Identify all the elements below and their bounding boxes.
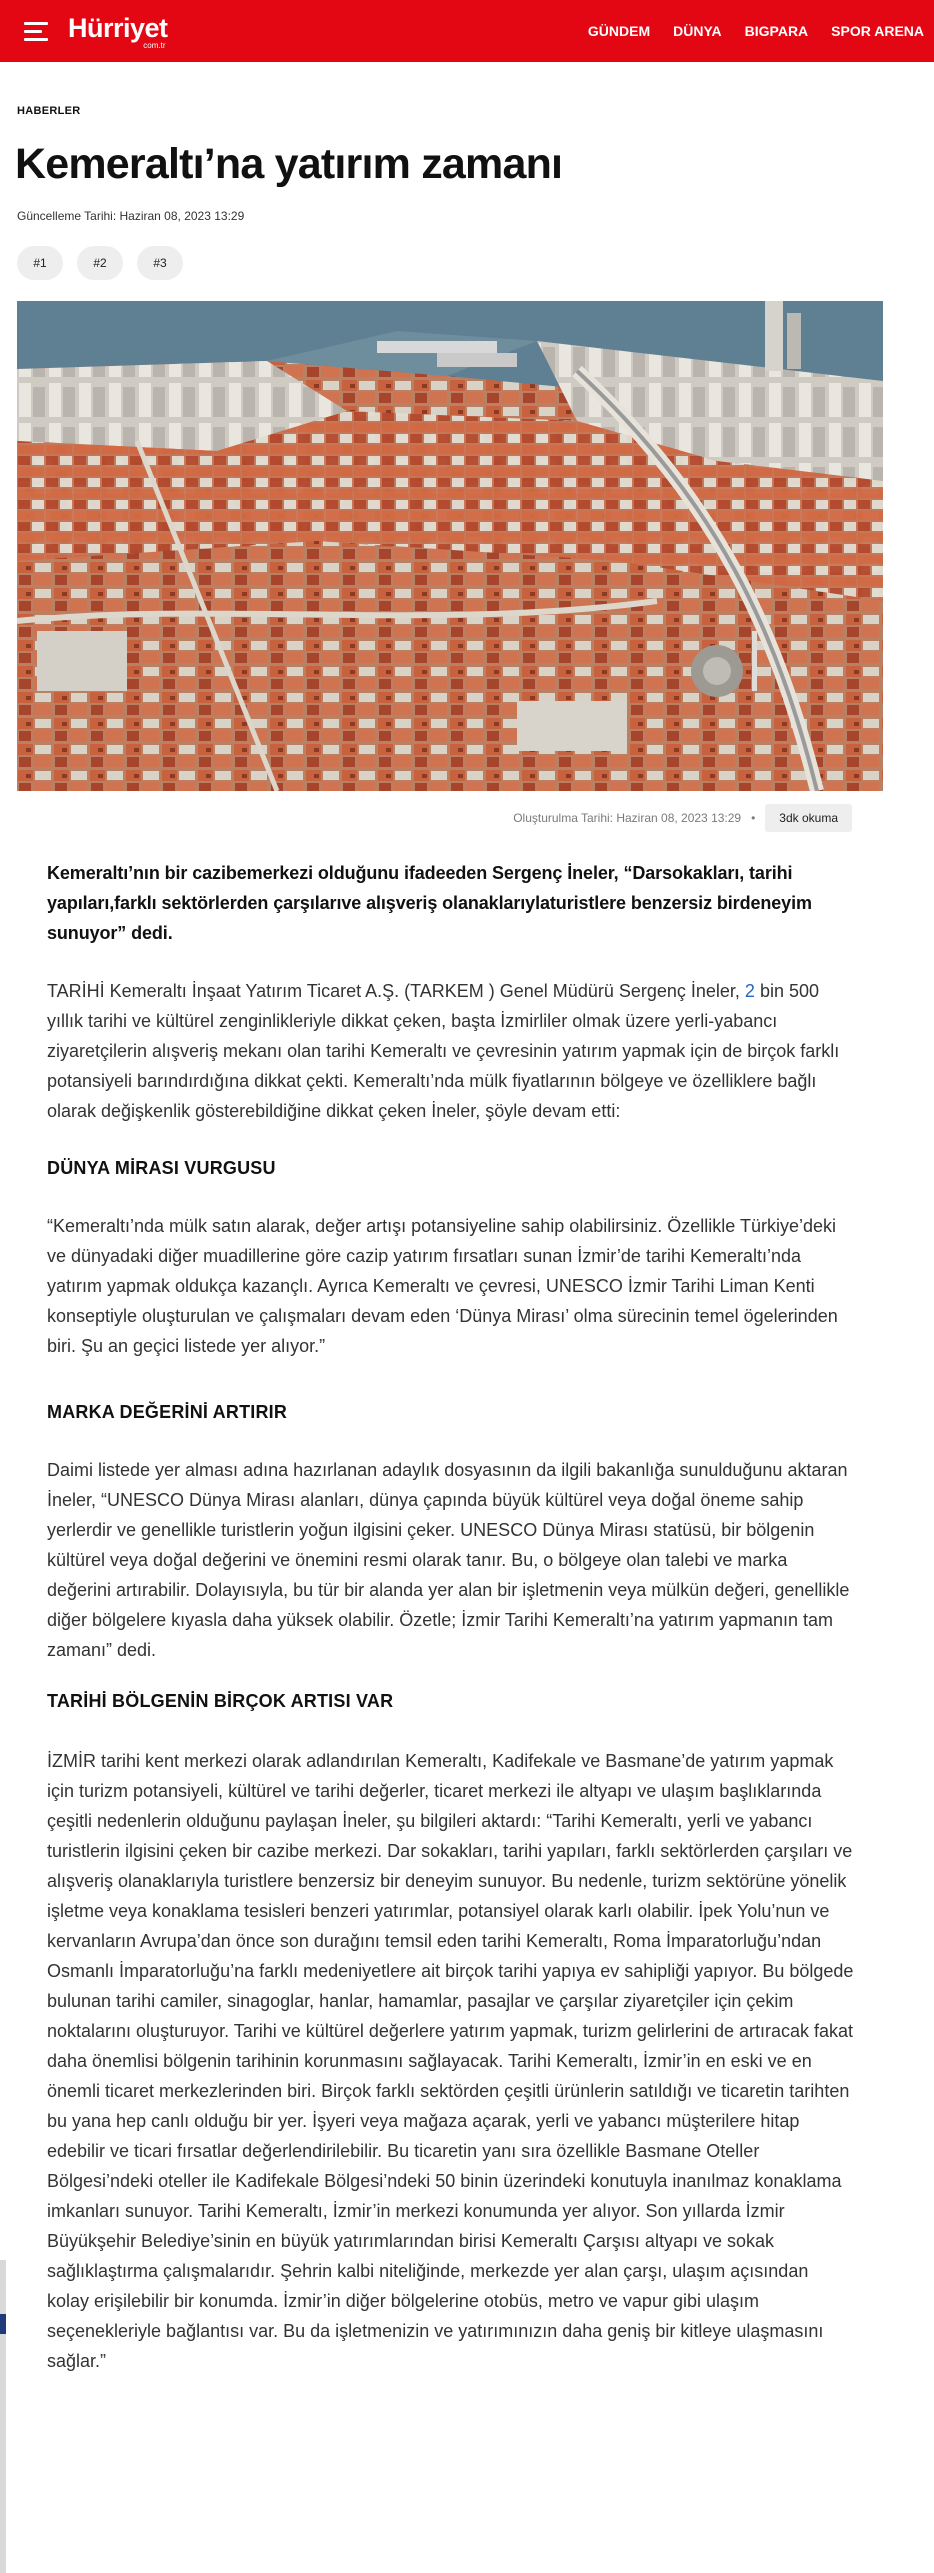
page-chip-1[interactable]: #1	[17, 246, 63, 280]
logo-domain: com.tr	[143, 41, 166, 50]
main-nav	[565, 0, 924, 62]
subheading-dunya-mirasi: DÜNYA MİRASI VURGUSU	[47, 1158, 276, 1178]
site-logo[interactable]	[68, 13, 168, 50]
top-navbar	[0, 0, 934, 62]
inline-link-2[interactable]: 2	[744, 981, 755, 1001]
paragraph-4: İZMİR tarihi kent merkezi olarak adlandırılan Kemeraltı, Kadifekale ve Basmane’de yatırım yapmak için turizm potansiyeli, kültürel ve tarihi değerler, ticaret merkezi ile altyapı ve ulaşım başlıklarında çeşitli nedenlerin olduğunu paylaşan İneler, şu bilgileri aktardı: “Tarihi Kemeraltı, yerli ve yabancı turistlerin ilgisini çeken bir cazibe merkezi. Dar sokakları, tarihi yapıları, farklı sektörlerden çarşıları ve alışveriş olanaklarıyla turistlere benzersiz bir deneyim sunuyor. Bu nedenle, turizm sektörüne yönelik işletme veya konaklama tesisleri benzeri yatırımlar, potansiyel olarak karlı olabilir. İpek Yolu’nun ve kervanların Avrupa’dan önce son durağını temsil eden tarihi Kemeraltı, Roma İmparatorluğu’ndan Osmanlı İmparatorluğu’na farklı medeniyetlere ait birçok tarihi yapıya ev sahipliği yapıyor. Bu bölgede bulunan tarihi camiler, sinagoglar, hanlar, hamamlar, pasajlar ve çarşılar ziyaretçiler için çekim noktalarını oluşturuyor. Tarihi ve kültürel değerlere yatırım yapmak, turizm gelirlerini de artıracak fakat daha önemlisi bölgenin tarihinin korunmasını sağlayacak. Tarihi Kemeraltı, İzmir’in en eski ve en önemli ticaret merkezlerinden biri. Birçok farklı sektörden çeşitli ürünlerin satıldığı ve ticaretin tarihten bu yana hep canlı olduğu bir yer. İşyeri veya mağaza açarak, yerli ve yabancı müşterilere hitap edebilir ve ticari fırsatlar değerlendirilebilir. Bu ticaretin yanı sıra özellikle Basmane Oteller Bölgesi’ndeki oteller ile Kadifekale Bölgesi’ndeki 50 binin üzerindeki konutuyla inanılmaz konaklama imkanları sunuyor. Tarihi Kemeraltı, İzmir’in merkezi konumunda yer alıyor. Son yıllarda İzmir Büyükşehir Belediye’sinin en büyük yatırımlarından birisi Kemeraltı Çarşısı altyapı ve sokak sağlıklaştırma çalışmalarıdır. Şehrin kalbi niteliğinde, merkezde yer alan çarşı, ulaşım açısından kolay erişilebilir bir konumda. İzmir’in diğer bölgelerine otobüs, metro ve vapur gibi ulaşım seçenekleriyle bağlantısı var. Bu da işletmenizin ve yatırımınızın daha geniş bir kitleye ulaşmasını sağlar.”	[47, 1751, 854, 2371]
updated-date: Güncelleme Tarihi: Haziran 08, 2023 13:29	[17, 209, 245, 223]
read-time-badge: 3dk okuma	[765, 804, 852, 832]
subheading-tarihi-bolge: TARİHİ BÖLGENİN BİRÇOK ARTISI VAR	[47, 1691, 394, 1711]
article-lead: Kemeraltı’nın bir cazibemerkezi olduğunu ifadeeden Sergenç İneler, “Darsokakları, tarihi yapıları,farklı sektörlerden çarşılarıve alışveriş olanaklarıylaturistlere benzersiz birdeneyim sunuyor” dedi.	[47, 863, 812, 943]
logo-text: Hürriyet	[68, 13, 168, 43]
created-date: Oluşturulma Tarihi: Haziran 08, 2023 13:29	[513, 811, 742, 825]
article-body	[47, 858, 855, 2376]
paragraph-1-start: TARİHİ Kemeraltı İnşaat Yatırım Ticaret A.Ş. (TARKEM ) Genel Müdürü Sergenç İneler,	[47, 981, 745, 1001]
page-chips	[17, 246, 197, 280]
nav-link-gundem[interactable]: GÜNDEM	[587, 23, 651, 39]
nav-link-bigpara[interactable]: BIGPARA	[744, 23, 809, 39]
hamburger-menu-icon[interactable]	[24, 22, 48, 42]
paragraph-1	[47, 976, 855, 1126]
nav-link-spor-arena[interactable]: SPOR ARENA	[831, 23, 924, 39]
paragraph-3: Daimi listede yer alması adına hazırlanan adaylık dosyasının da ilgili bakanlığa sunulduğunu aktaran İneler, “UNESCO Dünya Mirası alanları, dünya çapında büyük kültürel veya doğal öneme sahip yerlerdir ve genellikle turistlerin yoğun ilgisini çeker. UNESCO Dünya Mirası statüsü, bir bölgenin kültürel veya doğal değerini ve önemini resmi olarak tanır. Bu, o bölgeye olan talebi ve marka değerini artırabilir. Dolayısıyla, bu tür bir alanda yer alan bir işletmenin veya mülkün değeri, genellikle diğer bölgelere kıyasla daha yüksek olabilir. Özetle; İzmir Tarihi Kemeraltı’na yatırım yapmanın tam zamanı” dedi.	[47, 1460, 850, 1660]
article-meta	[513, 804, 852, 832]
subheading-marka-degeri: MARKA DEĞERİNİ ARTIRIR	[47, 1402, 288, 1422]
nav-link-dunya[interactable]: DÜNYA	[673, 23, 722, 39]
paragraph-1-end: bin 500 yıllık tarihi ve kültürel zenginlikleriyle dikkat çeken, başta İzmirliler olmak üzere yerli-yabancı ziyaretçilerin alışveriş mekanı olan tarihi Kemeraltı ve çevresinin yatırım yapmak için de birçok farklı potansiyeli barındırdığına dikkat çekti. Kemeraltı’nda mülk fiyatlarının bölgeye ve özelliklere bağlı olarak değişkenlik gösterebildiğine dikkat çeken İneler, şöyle devam etti:	[47, 981, 840, 1121]
article-title: Kemeraltı’na yatırım zamanı	[15, 140, 563, 188]
paragraph-2: “Kemeraltı’nda mülk satın alarak, değer artışı potansiyeline sahip olabilirsiniz. Özellikle Türkiye’deki ve dünyadaki diğer muadillerine göre cazip yatırım fırsatları sunan İzmir’de tarihi Kemeraltı’nda yatırım yapmak oldukça kazançlı. Ayrıca Kemeraltı ve çevresi, UNESCO İzmir Tarihi Liman Kenti konseptiyle oluşturulan ve çalışmaları devam eden ‘Dünya Mirası’ olma sürecinin temel ögelerinden biri. Şu an geçici listede yer alıyor.”	[47, 1216, 838, 1356]
category-label[interactable]: HABERLER	[17, 105, 81, 117]
side-widget-edge[interactable]	[0, 2260, 6, 2573]
hero-image	[17, 301, 883, 791]
page-chip-3[interactable]: #3	[137, 246, 183, 280]
meta-separator: •	[751, 811, 756, 825]
page-chip-2[interactable]: #2	[77, 246, 123, 280]
